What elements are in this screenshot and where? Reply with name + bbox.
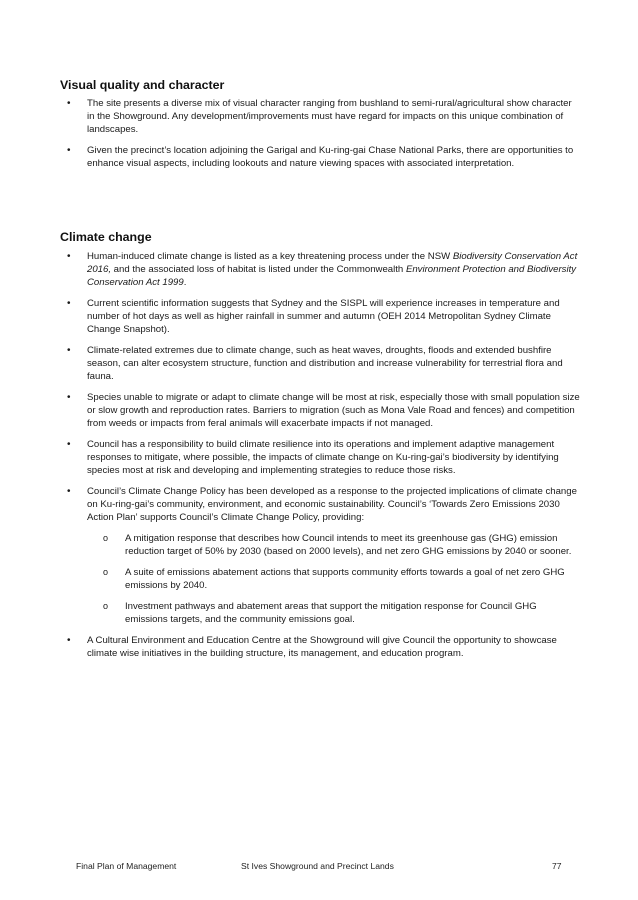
sub-bullet-list [87,532,580,626]
sub-bullet-marker: o [103,601,109,611]
text-segment: . [183,277,187,288]
text-segment: Species unable to migrate or adapt to climate change will be most at risk, especially those with small population size or slow growth and reproduction rates. Barriers to migration (such as Mona Vale Road and fences) and competition from weeds or impacts from feral animals will exacerbate impacts if not managed. [87,392,580,429]
text-segment: Council’s Climate Change Policy has been developed as a response to the projected implications of climate change on Ku-ring-gai’s community, environment, and economic sustainability. Council’s ‘Towards Zero Emissions 2030 Action Plan’ supports Council’s Climate Change Policy, providing: [87,486,577,523]
climate-change-bullet-list [60,250,580,668]
bullet-text [87,145,573,169]
text-segment: Human-induced climate change is listed as a key threatening process under the NSW [87,251,453,262]
visual-quality-bullet-list [60,97,580,178]
bullet-text [87,635,557,659]
bullet-item [60,344,580,383]
bullet-marker: • [67,345,71,356]
text-segment: Given the precinct’s location adjoining the Garigal and Ku-ring-gai Chase National Parks, there are opportunities to enhance visual aspects, including lookouts and nature viewing spaces with associated interpretation. [87,145,574,169]
text-segment: A Cultural Environment and Education Centre at the Showground will give Council the opportunity to showcase climate wise initiatives in the building structure, its management, and education program. [87,635,557,659]
bullet-text [87,345,563,382]
section-heading-climate-change: Climate change [60,230,152,244]
bullet-item [60,391,580,430]
bullet-text [87,486,577,523]
bullet-text [87,439,559,476]
bullet-text [87,98,572,135]
bullet-text [87,251,577,288]
section-heading-visual-quality: Visual quality and character [60,78,225,92]
sub-bullet-text: A suite of emissions abatement actions that supports community efforts towards a goal of net zero GHG emissions by 2040. [125,567,565,591]
bullet-item [60,97,580,136]
bullet-item [60,297,580,336]
italic-text-segment: Biodiversity Conservation Act 2016, [87,251,578,275]
footer-site-name: St Ives Showground and Precinct Lands [241,861,394,871]
italic-text-segment: Environment Protection and Biodiversity Conservation Act 1999 [87,264,577,288]
sub-bullet-item [87,532,580,558]
bullet-item [60,634,580,660]
bullet-marker: • [67,251,71,262]
bullet-item [60,485,580,626]
bullet-marker: • [67,298,71,309]
bullet-text [87,392,580,429]
bullet-item [60,438,580,477]
sub-bullet-text: A mitigation response that describes how Council intends to meet its greenhouse gas (GHG) emission reduction target of 50% by 2030 (based on 2000 levels), and net zero GHG emissions by 2040 or sooner. [125,533,572,557]
text-segment: Current scientific information suggests that Sydney and the SISPL will experience increases in temperature and number of hot days as well as higher rainfall in summer and autumn (OEH 2014 Metropolitan Sydney Climate Change Snapshot). [87,298,560,335]
text-segment: and the associated loss of habitat is listed under the Commonwealth [111,264,406,275]
footer-document-title: Final Plan of Management [76,861,177,871]
text-segment: Climate-related extremes due to climate change, such as heat waves, droughts, floods and extended bushfire season, can alter ecosystem structure, function and distribution and increase vulnerability for terrestrial flora and fauna. [87,345,563,382]
bullet-marker: • [67,98,71,109]
footer-page-number: 77 [552,861,562,871]
sub-bullet-item [87,600,580,626]
sub-bullet-marker: o [103,533,109,543]
bullet-text [87,298,560,335]
bullet-marker: • [67,635,71,646]
sub-bullet-item [87,566,580,592]
text-segment: Council has a responsibility to build climate resilience into its operations and implement adaptive management responses to mitigate, where possible, the impacts of climate change on Ku-ring-gai’s biodiversity by identifying species most at risk and developing and implementing strategies to reduce those risks. [87,439,559,476]
sub-bullet-marker: o [103,567,109,577]
sub-bullet-text: Investment pathways and abatement areas that support the mitigation response for Council GHG emissions targets, and the community emissions goal. [125,601,537,625]
bullet-marker: • [67,392,71,403]
bullet-item [60,144,580,170]
bullet-marker: • [67,439,71,450]
text-segment: The site presents a diverse mix of visual character ranging from bushland to semi-rural/agricultural show character in the Showground. Any development/improvements must have regard for impacts on this unique combination of landscapes. [87,98,572,135]
bullet-item [60,250,580,289]
bullet-marker: • [67,486,71,497]
bullet-marker: • [67,145,71,156]
